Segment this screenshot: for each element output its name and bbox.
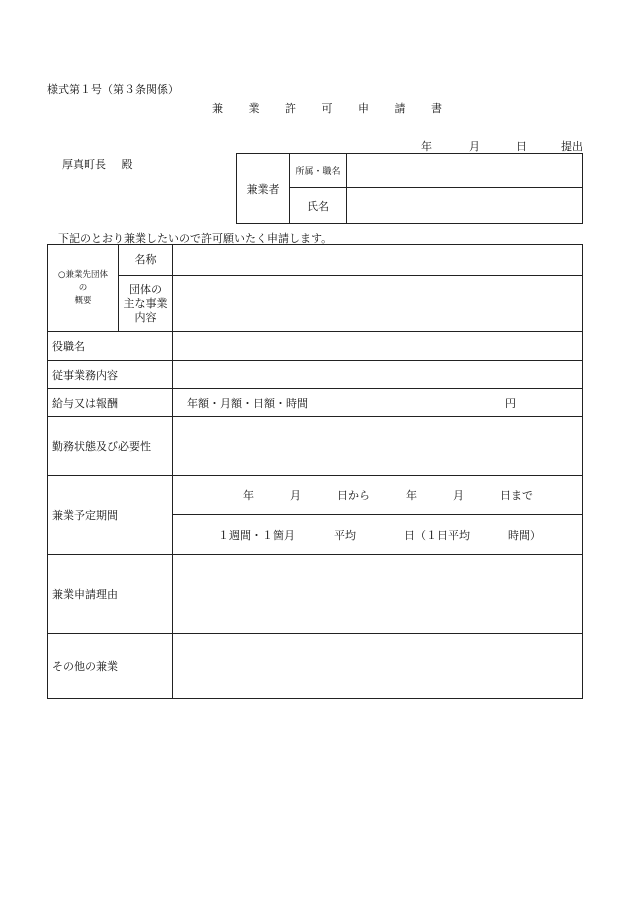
organization-business-label xyxy=(119,276,173,332)
organization-business-label-line2: 主な事業 xyxy=(123,296,168,310)
organization-group-label xyxy=(48,245,119,332)
work-status-field[interactable] xyxy=(173,417,583,476)
reason-field[interactable] xyxy=(173,555,583,634)
organization-group-label-line1: ○兼業先団体 xyxy=(58,269,108,280)
pay-label: 給与又は報酬 xyxy=(48,389,173,417)
work-status-label: 勤務状態及び必要性 xyxy=(48,417,173,476)
organization-name-field[interactable] xyxy=(173,245,583,276)
organization-business-label-line3: 内容 xyxy=(134,310,157,324)
position-label: 役職名 xyxy=(48,332,173,361)
period-to-year: 年 xyxy=(406,489,417,502)
reason-label: 兼業申請理由 xyxy=(48,555,173,634)
frequency-unit: １週間・１箇月 xyxy=(218,528,295,542)
period-from-month: 月 xyxy=(290,489,301,502)
affiliation-field[interactable] xyxy=(347,154,583,188)
applicant-label: 兼業者 xyxy=(237,154,290,224)
date-month-label: 月 xyxy=(469,140,480,153)
details-table xyxy=(47,244,583,699)
frequency-hours: 時間） xyxy=(508,528,541,542)
name-field[interactable] xyxy=(347,188,583,224)
date-day-label: 日 xyxy=(516,140,527,153)
period-label: 兼業予定期間 xyxy=(48,476,173,555)
applicant-table xyxy=(236,153,583,224)
form-number: 様式第１号（第３条関係） xyxy=(47,83,179,96)
pay-field[interactable] xyxy=(173,389,583,417)
frequency-field[interactable] xyxy=(173,515,583,555)
other-field[interactable] xyxy=(173,634,583,699)
pay-options: 年額・月額・日額・時間 xyxy=(187,396,308,410)
period-from-year: 年 xyxy=(243,489,254,502)
period-from-day: 日から xyxy=(337,489,370,502)
organization-business-field[interactable] xyxy=(173,276,583,332)
intro-text: 下記のとおり兼業したいので許可願いたく申請します。 xyxy=(58,232,333,245)
duties-label: 従事業務内容 xyxy=(48,361,173,389)
form-title: 兼 業 許 可 申 請 書 xyxy=(212,102,453,115)
submit-label: 提出 xyxy=(561,140,583,153)
addressee: 厚真町長 殿 xyxy=(62,158,133,171)
name-label: 氏名 xyxy=(290,188,347,224)
duties-field[interactable] xyxy=(173,361,583,389)
organization-name-label: 名称 xyxy=(119,245,173,276)
affiliation-label: 所属・職名 xyxy=(290,154,347,188)
position-field[interactable] xyxy=(173,332,583,361)
organization-group-label-line2: の xyxy=(78,282,88,293)
date-year-label: 年 xyxy=(421,140,432,153)
period-to-month: 月 xyxy=(453,489,464,502)
period-to-day: 日まで xyxy=(500,489,533,502)
organization-business-label-line1: 団体の xyxy=(129,282,162,296)
frequency-day: 日（１日平均 xyxy=(404,528,470,542)
other-label: その他の兼業 xyxy=(48,634,173,699)
frequency-average: 平均 xyxy=(334,528,356,542)
period-range-field[interactable] xyxy=(173,476,583,515)
organization-group-label-line3: 概要 xyxy=(74,295,92,306)
pay-unit: 円 xyxy=(505,396,516,410)
